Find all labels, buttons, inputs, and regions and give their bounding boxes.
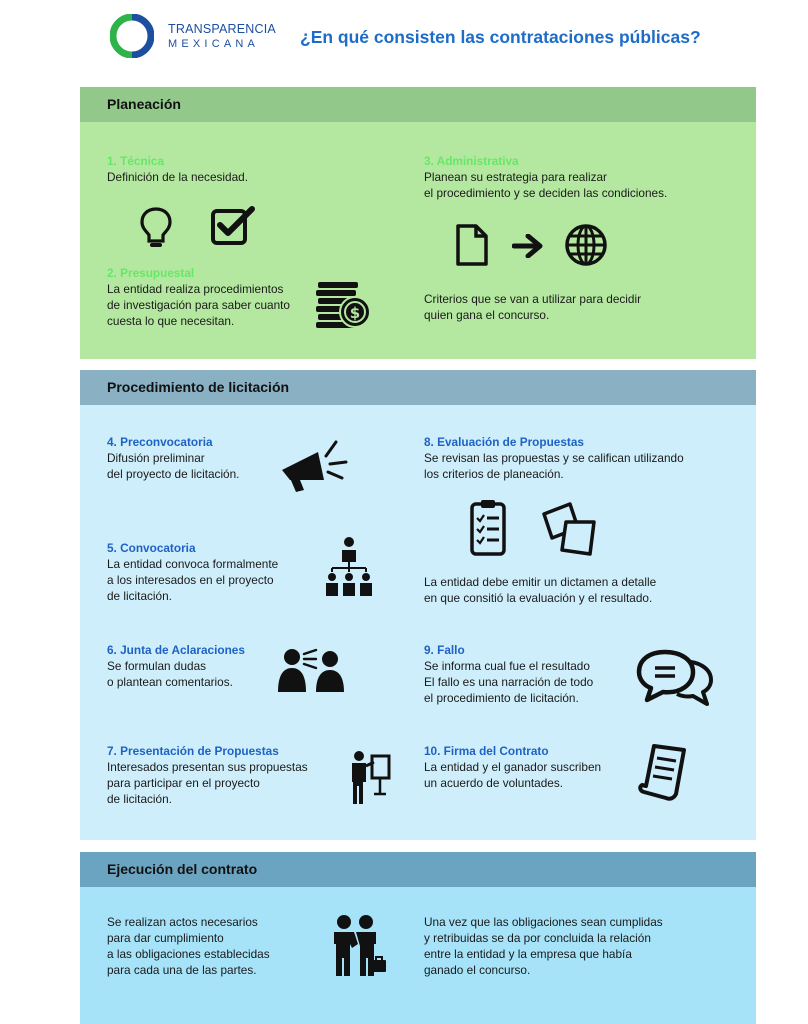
item-presentacion: [107, 743, 308, 807]
section-ejecucion: [80, 852, 756, 1024]
fallo-line-1: Se informa cual fue el resultado: [424, 659, 590, 673]
globe-icon: [564, 223, 608, 267]
fallo-line-2: El fallo es una narración de todo: [424, 675, 594, 689]
copy-pages-icon: [540, 500, 600, 558]
presupuestal-line-1: La entidad realiza procedimientos: [107, 282, 284, 296]
org-chart-icon: [324, 536, 374, 598]
brand-line1: TRANSPARENCIA: [168, 22, 276, 36]
preconvocatoria-title: 4. Preconvocatoria: [107, 435, 213, 449]
people-talking-icon: [276, 646, 348, 694]
convocatoria-line-2: a los interesados en el proyecto: [107, 573, 274, 587]
presentacion-line-1: Interesados presentan sus propuestas: [107, 760, 308, 774]
criterios-line-2: quien gana el concurso.: [424, 308, 550, 322]
svg-text:$: $: [349, 304, 361, 322]
handshake-icon: [330, 914, 388, 980]
item-presupuestal: [107, 265, 290, 329]
convocatoria-line-3: de licitación.: [107, 589, 172, 603]
arrow-right-icon: [512, 234, 546, 258]
presupuestal-title: 2. Presupuestal: [107, 266, 195, 280]
firma-title: 10. Firma del Contrato: [424, 744, 549, 758]
ejecucion-right-line-4: ganado el concurso.: [424, 963, 531, 977]
ejecucion-right-line-1: Una vez que las obligaciones sean cumplidas: [424, 915, 663, 929]
checkbox-icon: [210, 205, 258, 247]
administrativa-line-2: el procedimiento y se deciden las condiciones.: [424, 186, 668, 200]
dictamen-line-1: La entidad debe emitir un dictamen a detalle: [424, 575, 657, 589]
brand-line2: MEXICANA: [168, 38, 260, 50]
contract-scroll-icon: [636, 742, 688, 802]
junta-title: 6. Junta de Aclaraciones: [107, 643, 245, 657]
ejecucion-left-line-2: para dar cumplimiento: [107, 931, 224, 945]
ejecucion-left-line-4: para cada una de las partes.: [107, 963, 257, 977]
item-convocatoria: [107, 540, 278, 604]
item-fallo: [424, 642, 593, 706]
ejecucion-title: Ejecución del contrato: [107, 861, 258, 877]
presenter-icon: [350, 750, 392, 806]
presentacion-title: 7. Presentación de Propuestas: [107, 744, 279, 758]
fallo-line-3: el procedimiento de licitación.: [424, 691, 579, 705]
planeacion-header: [80, 87, 756, 122]
preconvocatoria-line-2: del proyecto de licitación.: [107, 467, 240, 481]
fallo-title: 9. Fallo: [424, 643, 465, 657]
preconvocatoria-line-1: Difusión preliminar: [107, 451, 205, 465]
presentacion-line-2: para participar en el proyecto: [107, 776, 260, 790]
evaluacion-line-2: los criterios de planeación.: [424, 467, 564, 481]
section-planeacion: [80, 87, 756, 359]
item-junta: [107, 642, 245, 690]
evaluacion-line-1: Se revisan las propuestas y se califican utilizando: [424, 451, 684, 465]
item-preconvocatoria: [107, 434, 239, 482]
junta-line-1: Se formulan dudas: [107, 659, 207, 673]
firma-line-2: un acuerdo de voluntades.: [424, 776, 564, 790]
section-procedimiento: [80, 370, 756, 840]
megaphone-icon: [278, 436, 350, 496]
item-ejecucion-left: [107, 914, 270, 978]
ejecucion-header: [80, 852, 756, 887]
ejecucion-right-line-2: y retribuidas se da por concluida la relación: [424, 931, 651, 945]
administrativa-line-1: Planean su estrategia para realizar: [424, 170, 607, 184]
presentacion-line-3: de licitación.: [107, 792, 172, 806]
item-evaluacion: [424, 434, 684, 482]
chat-bubbles-icon: [635, 648, 715, 708]
administrativa-title: 3. Administrativa: [424, 154, 519, 168]
item-tecnica: [107, 153, 248, 185]
tecnica-line-1: Definición de la necesidad.: [107, 170, 248, 184]
ejecucion-left-line-1: Se realizan actos necesarios: [107, 915, 258, 929]
item-dictamen: [424, 574, 656, 606]
procedimiento-header: [80, 370, 756, 405]
item-criterios: [424, 291, 641, 323]
tecnica-title: 1. Técnica: [107, 154, 165, 168]
transparencia-logo-icon: [110, 14, 154, 58]
planeacion-title: Planeación: [107, 96, 181, 112]
procedimiento-title: Procedimiento de licitación: [107, 379, 290, 395]
presupuestal-line-2: de investigación para saber cuanto: [107, 298, 290, 312]
item-firma: [424, 743, 601, 791]
dictamen-line-2: en que consitió la evaluación y el resultado.: [424, 591, 653, 605]
item-administrativa: [424, 153, 667, 201]
ejecucion-right-line-3: entre la entidad y la empresa que había: [424, 947, 632, 961]
firma-line-1: La entidad y el ganador suscriben: [424, 760, 602, 774]
convocatoria-title: 5. Convocatoria: [107, 541, 196, 555]
clipboard-checklist-icon: [469, 498, 507, 558]
item-ejecucion-right: [424, 914, 663, 978]
money-stack-icon: [316, 280, 372, 330]
lightbulb-icon: [138, 205, 174, 251]
presupuestal-line-3: cuesta lo que necesitan.: [107, 314, 235, 328]
document-icon: [454, 223, 490, 267]
convocatoria-line-1: La entidad convoca formalmente: [107, 557, 279, 571]
page-title: ¿En qué consisten las contrataciones públicas?: [300, 27, 701, 47]
criterios-line-1: Criterios que se van a utilizar para decidir: [424, 292, 642, 306]
junta-line-2: o plantean comentarios.: [107, 675, 233, 689]
ejecucion-left-line-3: a las obligaciones establecidas: [107, 947, 270, 961]
evaluacion-title: 8. Evaluación de Propuestas: [424, 435, 584, 449]
